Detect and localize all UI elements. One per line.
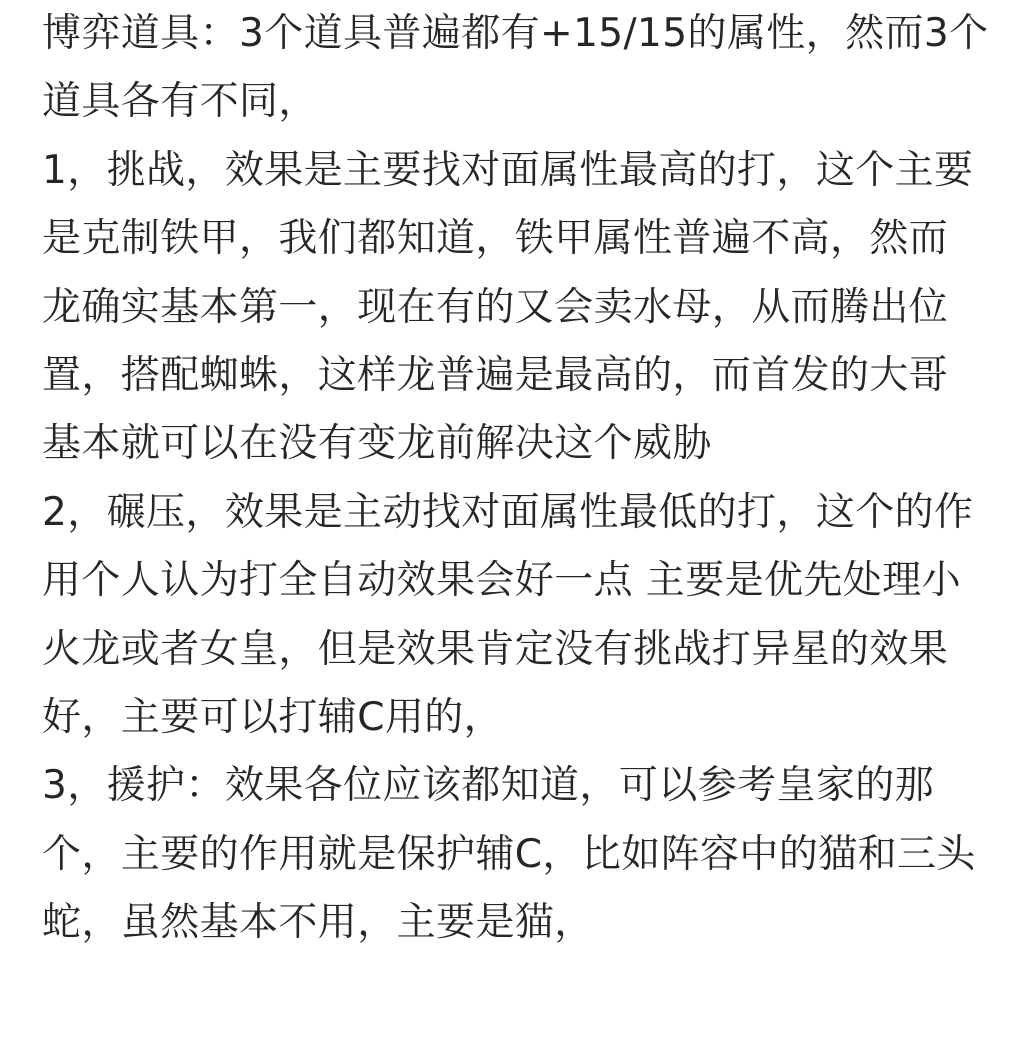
text-line: 用个人认为打全自动效果会好一点 主要是优先处理小 (42, 558, 961, 604)
text-line: 博弈道具：3个道具普遍都有+15/15的属性，然而3个 (42, 11, 989, 56)
post-body-text (42, 0, 1034, 957)
text-line: 龙确实基本第一，现在有的又会卖水母，从而腾出位 (42, 284, 949, 330)
text-line: 火龙或者女皇，但是效果肯定没有挑战打异星的效果 (42, 626, 949, 672)
text-line: 蛇，虽然基本不用，主要是猫， (42, 900, 594, 946)
text-line: 个，主要的作用就是保护辅C，比如阵容中的猫和三头 (42, 831, 976, 877)
text-line: 道具各有不同， (42, 79, 318, 125)
text-line: 1，挑战，效果是主要找对面属性最高的打，这个主要 (42, 147, 974, 193)
text-line: 置，搭配蜘蛛，这样龙普遍是最高的，而首发的大哥 (42, 352, 949, 398)
text-line: 基本就可以在没有变龙前解决这个威胁 (42, 421, 712, 467)
text-line: 好，主要可以打辅C用的， (42, 694, 504, 740)
text-line: 2，碾压，效果是主动找对面属性最低的打，这个的作 (42, 489, 974, 535)
text-line: 是克制铁甲，我们都知道，铁甲属性普遍不高，然而 (42, 216, 949, 262)
text-line: 3，援护：效果各位应该都知道，可以参考皇家的那 (42, 763, 935, 809)
